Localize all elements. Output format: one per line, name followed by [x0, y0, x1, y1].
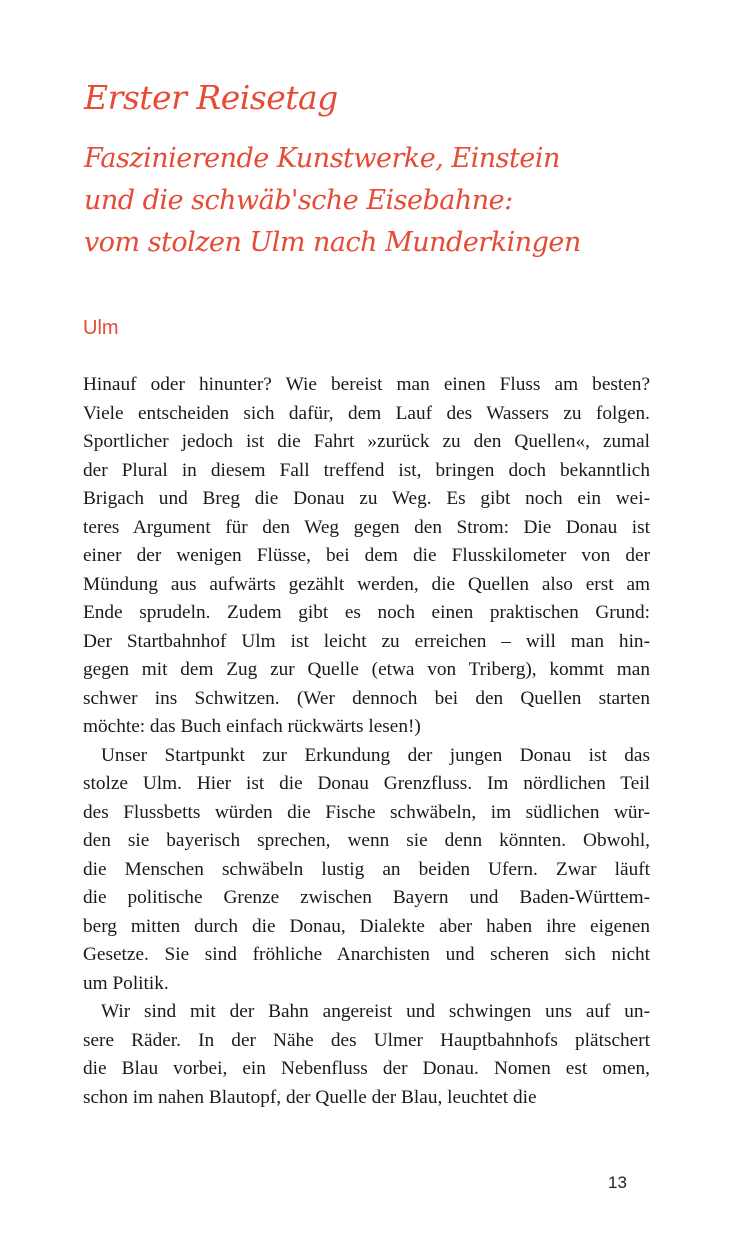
text-line: den sie bayerisch sprechen, wenn sie denn könnten. Obwohl,	[83, 830, 650, 851]
text-line: die Menschen schwäbeln lustig an beiden Ufern. Zwar läuft	[83, 858, 650, 880]
text-line: einer der wenigen Flüsse, bei dem die Flusskilometer von der	[83, 545, 650, 566]
page-number: 13	[608, 1173, 627, 1192]
text-line: Hinauf oder hinunter? Wie bereist man einen Fluss am besten?	[83, 374, 650, 395]
text-line: Der Startbahnhof Ulm ist leicht zu erreichen – will man hin-	[83, 630, 650, 652]
text-line: sere Räder. In der Nähe des Ulmer Hauptbahnhofs plätschert	[83, 1029, 650, 1051]
text-line: Viele entscheiden sich dafür, dem Lauf des Wassers zu folgen.	[83, 402, 650, 424]
text-line: die politische Grenze zwischen Bayern und Baden-Württem-	[83, 887, 650, 908]
body-text	[83, 371, 650, 1112]
paragraph	[83, 742, 650, 999]
text-line: Wir sind mit der Bahn angereist und schwingen uns auf un-	[101, 1001, 650, 1022]
text-line: die Blau vorbei, ein Nebenfluss der Donau. Nomen est omen,	[83, 1058, 650, 1079]
text-line: Brigach und Breg die Donau zu Weg. Es gibt noch ein wei-	[83, 488, 650, 509]
text-line: um Politik.	[83, 972, 169, 994]
text-line: gegen mit dem Zug zur Quelle (etwa von Triberg), kommt man	[83, 659, 650, 680]
paragraph	[83, 371, 650, 742]
paragraph	[83, 998, 650, 1112]
text-line: der Plural in diesem Fall treffend ist, bringen doch bekanntlich	[83, 459, 650, 481]
text-line: stolze Ulm. Hier ist die Donau Grenzfluss. Im nördlichen Teil	[83, 773, 650, 794]
text-line: möchte: das Buch einfach rückwärts lesen!)	[83, 716, 421, 737]
chapter-subtitle-line: vom stolzen Ulm nach Munderkingen	[84, 227, 581, 258]
text-line: berg mitten durch die Donau, Dialekte aber haben ihre eigenen	[83, 915, 650, 937]
chapter-subtitle-line: und die schwäb'sche Eisebahne:	[84, 185, 513, 216]
text-line: Sportlicher jedoch ist die Fahrt »zurück zu den Quellen«, zumal	[83, 431, 650, 452]
text-line: Mündung aus aufwärts gezählt werden, die Quellen also erst am	[83, 573, 650, 595]
chapter-subtitle-line: Faszinierende Kunstwerke, Einstein	[84, 143, 560, 174]
text-line: des Flussbetts würden die Fische schwäbeln, im südlichen wür-	[83, 801, 650, 823]
section-heading: Ulm	[83, 317, 119, 339]
chapter-title: Erster Reisetag	[84, 78, 338, 117]
text-line: schwer ins Schwitzen. (Wer dennoch bei den Quellen starten	[83, 687, 650, 709]
text-line: Gesetze. Sie sind fröhliche Anarchisten und scheren sich nicht	[83, 944, 650, 965]
text-line: teres Argument für den Weg gegen den Strom: Die Donau ist	[83, 516, 650, 538]
text-line: Ende sprudeln. Zudem gibt es noch einen praktischen Grund:	[83, 602, 650, 623]
text-line: Unser Startpunkt zur Erkundung der jungen Donau ist das	[101, 744, 650, 766]
text-line: schon im nahen Blautopf, der Quelle der Blau, leuchtet die	[83, 1086, 537, 1108]
